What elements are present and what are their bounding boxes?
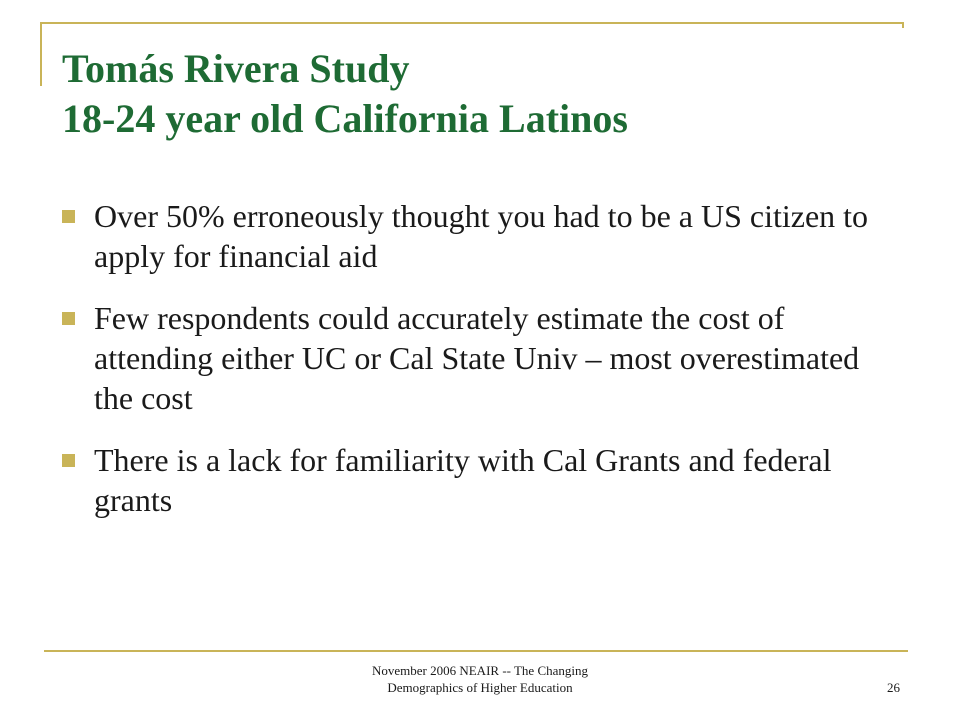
frame-top-line (40, 22, 904, 24)
slide-title-line-1: Tomás Rivera Study (62, 46, 410, 91)
bullet-item (62, 196, 892, 276)
slide-title (62, 44, 922, 144)
bullet-item (62, 440, 892, 520)
bullet-text: There is a lack for familiarity with Cal Grants and federal grants (94, 442, 832, 518)
square-bullet-icon (62, 454, 75, 467)
bullet-text: Over 50% erroneously thought you had to be a US citizen to apply for financial aid (94, 198, 869, 274)
bullet-list (62, 196, 892, 542)
bullet-item (62, 298, 892, 418)
frame-right-tick (902, 22, 904, 28)
footer-divider (44, 650, 908, 652)
square-bullet-icon (62, 210, 75, 223)
page-number: 26 (887, 680, 900, 695)
footer-caption (280, 662, 680, 696)
bullet-text: Few respondents could accurately estimate the cost of attending either UC or Cal State Univ – most overestimated the cost (94, 300, 860, 416)
footer-line-2: Demographics of Higher Education (387, 680, 573, 695)
square-bullet-icon (62, 312, 75, 325)
slide-title-line-2: 18-24 year old California Latinos (62, 96, 628, 141)
footer-line-1: November 2006 NEAIR -- The Changing (371, 663, 589, 678)
frame-left-line (40, 22, 42, 86)
